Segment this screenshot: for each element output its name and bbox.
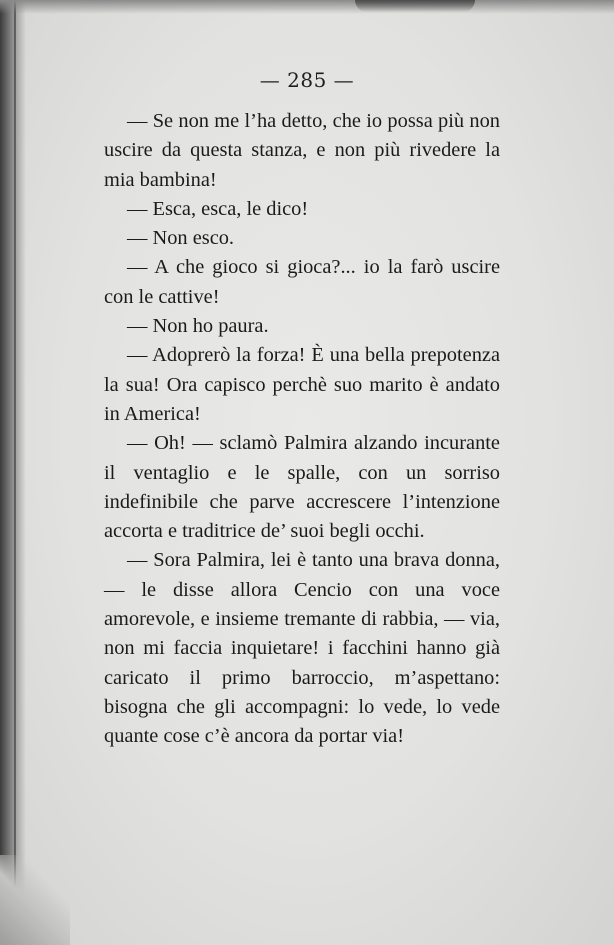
paragraph: — Non esco. [127,227,235,250]
page-number: — 285 — [259,68,355,92]
spine-edge-line [14,0,16,945]
paragraph: — Esca, esca, le dico! [127,197,309,220]
paragraph: — Sora Palmira, lei è tanto una brava donna, — le disse allora Cencio con una voce amorevole, e insieme tremante di rabbia, — via, non mi faccia inquietare! i facchini hanno già caricato il primo barroccio, m’aspettano: bisogna che gli accompagni: lo vede, lo vede quante cose c’è ancora da portar via! [104,549,500,748]
paragraph: — Adoprerò la forza! È una bella prepotenza la sua! Ora capisco perchè suo marito è andato in America! [104,344,500,425]
worn-corner [0,855,70,945]
paragraph: — Se non me l’ha detto, che io possa più non uscire da questa stanza, e non più rivedere la mia bambina! [104,110,500,191]
paragraph: — Non ho paura. [127,315,269,338]
paragraph: — A che gioco si gioca?... io la farò uscire con le cattive! [104,256,500,308]
top-edge-shadow [0,0,614,14]
top-edge-mark [355,0,475,12]
body-text [104,107,500,752]
paragraph: — Oh! — sclamò Palmira alzando incurante il ventaglio e le spalle, con un sorriso indefinibile che parve accrescere l’intenzione accorta e traditrice de’ suoi begli occhi. [104,432,500,543]
page-spine-shadow [0,0,26,945]
